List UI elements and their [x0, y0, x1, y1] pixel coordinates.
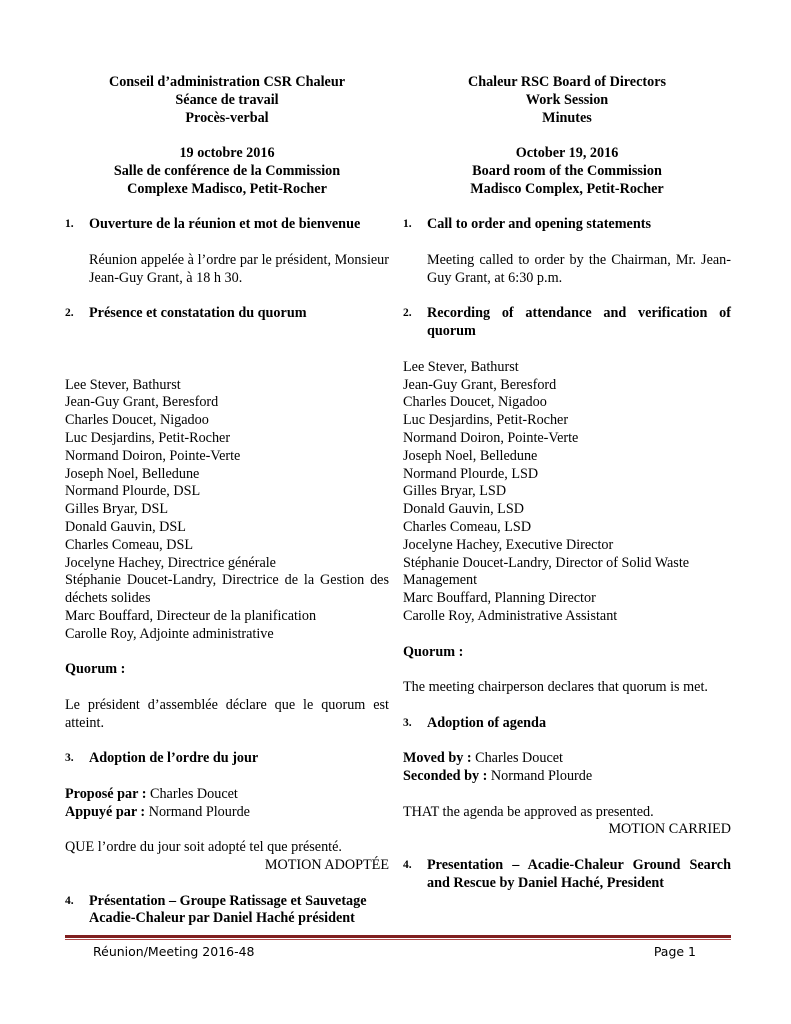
french-quorum-label: Quorum : — [65, 661, 126, 678]
list-item: Normand Doiron, Pointe-Verte — [403, 429, 579, 446]
list-item: Gilles Bryar, LSD — [403, 483, 507, 500]
french-motion-text: QUE l’ordre du jour soit adopté tel que présenté. — [65, 839, 342, 856]
footer-meeting-number: Réunion/Meeting 2016-48 — [93, 944, 255, 959]
french-section-2-heading: 2. Présence et constatation du quorum — [65, 305, 307, 322]
french-header — [65, 74, 389, 199]
french-location: Complexe Madisco, Petit-Rocher — [127, 180, 327, 197]
english-moved-by: Moved by : Charles Doucet — [403, 750, 563, 767]
english-column — [403, 74, 731, 893]
list-item: Normand Doiron, Pointe-Verte — [65, 447, 241, 464]
list-item: Lee Stever, Bathurst — [65, 376, 181, 393]
list-item: Charles Comeau, DSL — [65, 536, 194, 553]
english-board-title: Chaleur RSC Board of Directors — [467, 74, 667, 90]
french-seconded-by: Appuyé par : Normand Plourde — [65, 803, 250, 820]
english-section-2-heading: 2. Recording of attendance and verification of quorum — [403, 305, 731, 340]
english-motion-result: MOTION CARRIED — [608, 821, 731, 838]
french-board-title: Conseil d’administration CSR Chaleur — [108, 74, 346, 90]
footer-rule-dark — [65, 935, 731, 938]
english-seconded-by: Seconded by : Normand Plourde — [403, 768, 593, 785]
list-item: Gilles Bryar, DSL — [65, 501, 169, 518]
english-minutes-title: Minutes — [542, 109, 592, 126]
footer-page-number: Page 1 — [653, 944, 696, 959]
list-item: Marc Bouffard, Directeur de la planification — [65, 607, 317, 624]
list-item: Joseph Noel, Belledune — [65, 465, 200, 482]
french-column — [65, 74, 389, 928]
french-section-1-heading: 1. Ouverture de la réunion et mot de bienvenue — [65, 216, 361, 233]
french-quorum-text: Le président d’assemblée déclare que le quorum est atteint. — [65, 696, 389, 731]
list-item: Jean-Guy Grant, Beresford — [403, 376, 557, 393]
list-item: Stéphanie Doucet-Landry, Directrice de la Gestion des déchets solides — [65, 572, 389, 607]
list-item: Donald Gauvin, LSD — [403, 501, 524, 518]
french-minutes-title: Procès-verbal — [185, 109, 269, 126]
french-date: 19 octobre 2016 — [179, 145, 275, 162]
english-section-1-body: Meeting called to order by the Chairman, Mr. Jean-Guy Grant, at 6:30 p.m. — [427, 251, 731, 286]
english-section-4-heading: 4. Presentation – Acadie-Chaleur Ground Search and Rescue by Daniel Haché, President — [403, 857, 731, 891]
list-item: Charles Doucet, Nigadoo — [403, 394, 547, 411]
list-item: Donald Gauvin, DSL — [65, 518, 186, 535]
french-room: Salle de conférence de la Commission — [113, 162, 341, 179]
english-location: Madisco Complex, Petit-Rocher — [470, 180, 664, 197]
list-item: Charles Comeau, LSD — [403, 518, 532, 535]
list-item: Luc Desjardins, Petit-Rocher — [403, 412, 569, 429]
list-item: Normand Plourde, LSD — [403, 465, 539, 482]
english-motion-text: THAT the agenda be approved as presented. — [403, 803, 654, 820]
english-section-1-heading: 1. Call to order and opening statements — [403, 216, 651, 233]
french-attendance-list — [65, 377, 389, 644]
list-item: Jocelyne Hachey, Directrice générale — [65, 554, 276, 571]
list-item: Marc Bouffard, Planning Director — [403, 590, 596, 607]
english-date: October 19, 2016 — [515, 145, 619, 162]
french-section-3-heading: 3. Adoption de l’ordre du jour — [65, 750, 259, 767]
list-item: Jean-Guy Grant, Beresford — [65, 394, 219, 411]
french-session-title: Séance de travail — [175, 91, 279, 108]
footer-rule-light — [65, 939, 731, 940]
french-motion-result: MOTION ADOPTÉE — [264, 857, 389, 874]
english-section-3-heading: 3. Adoption of agenda — [403, 714, 547, 731]
english-header — [403, 74, 731, 199]
list-item: Lee Stever, Bathurst — [403, 358, 519, 375]
list-item: Charles Doucet, Nigadoo — [65, 412, 209, 429]
english-room: Board room of the Commission — [472, 162, 662, 179]
english-attendance-list — [403, 359, 731, 626]
list-item: Luc Desjardins, Petit-Rocher — [65, 429, 231, 446]
list-item: Carolle Roy, Adjointe administrative — [65, 625, 274, 642]
list-item: Carolle Roy, Administrative Assistant — [403, 607, 618, 624]
french-section-4-heading: 4. Présentation – Groupe Ratissage et Sauvetage Acadie-Chaleur par Daniel Haché président — [65, 892, 367, 927]
list-item: Jocelyne Hachey, Executive Director — [403, 536, 614, 553]
english-session-title: Work Session — [525, 91, 609, 108]
list-item: Joseph Noel, Belledune — [403, 447, 538, 464]
french-section-1-body: Réunion appelée à l’ordre par le président, Monsieur Jean-Guy Grant, à 18 h 30. — [89, 251, 389, 286]
english-quorum-label: Quorum : — [403, 643, 464, 660]
list-item: Stéphanie Doucet-Landry, Director of Solid Waste Management — [403, 554, 690, 589]
french-moved-by: Proposé par : Charles Doucet — [65, 785, 238, 802]
english-quorum-text: The meeting chairperson declares that quorum is met. — [403, 679, 708, 696]
list-item: Normand Plourde, DSL — [65, 483, 201, 500]
